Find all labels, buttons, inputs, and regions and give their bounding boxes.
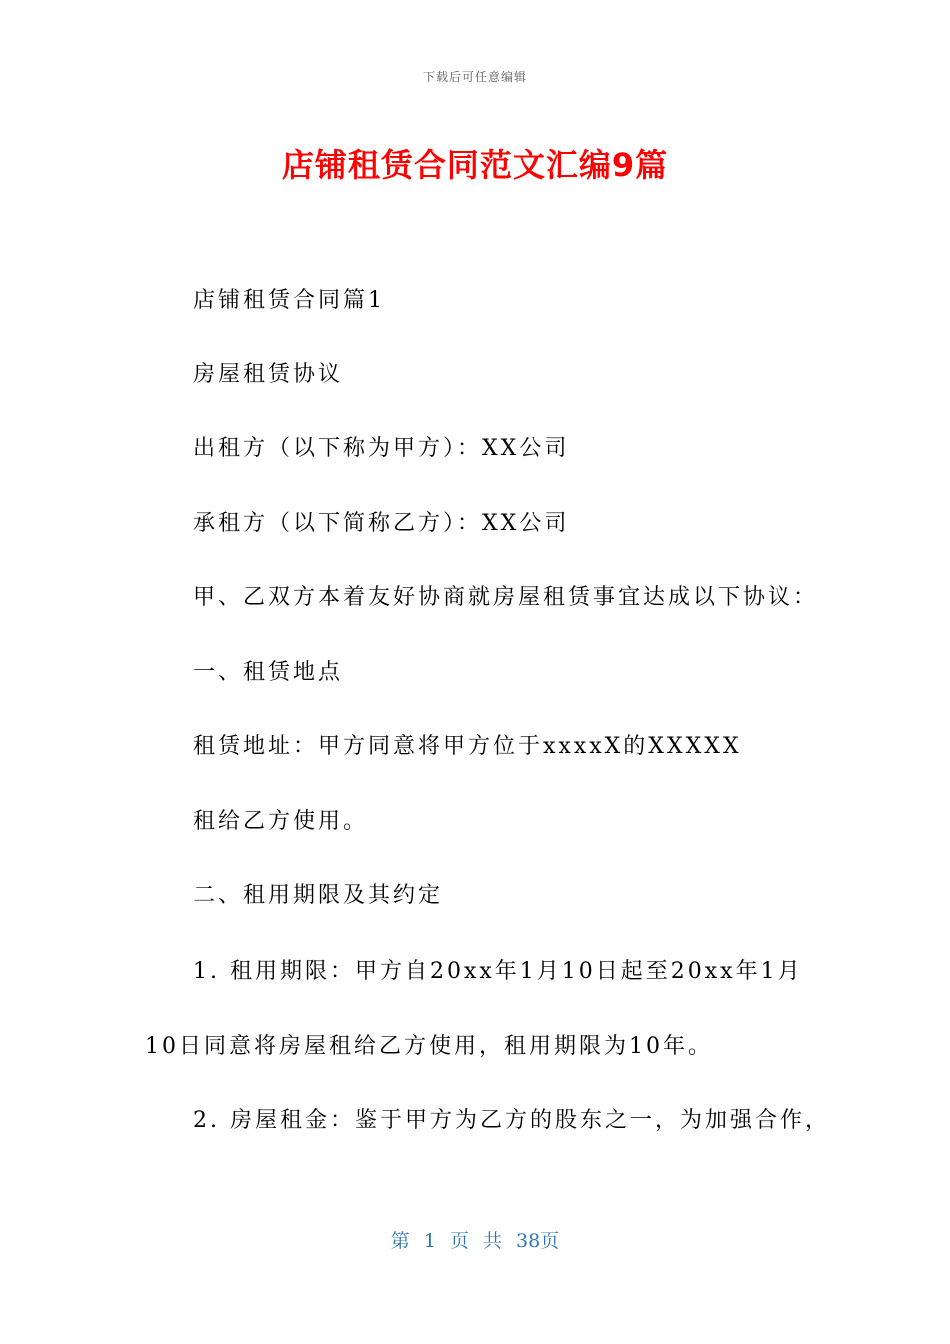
page-indicator: 第 1 页 共 38页 — [390, 1230, 560, 1252]
agreement-title: 房屋租赁协议 — [193, 362, 344, 387]
intro-paragraph: 甲、乙双方本着友好协商就房屋租赁事宜达成以下协议： — [193, 585, 819, 610]
address-line-continued: 租给乙方使用。 — [193, 809, 369, 834]
rent-paragraph: 2. 房屋租金：鉴于甲方为乙方的股东之一，为加强合作， — [193, 1108, 830, 1133]
clause-heading-term: 二、租用期限及其约定 — [193, 883, 444, 908]
clause-heading-location: 一、租赁地点 — [193, 660, 344, 685]
section-heading: 店铺租赁合同篇1 — [193, 288, 385, 313]
address-line: 租赁地址：甲方同意将甲方位于xxxxX的XXXXX — [193, 734, 742, 759]
term-paragraph: 1. 租用期限：甲方自20xx年1月10日起至20xx年1月 — [193, 959, 803, 984]
header-note: 下载后可任意编辑 — [422, 70, 527, 84]
lessor-line: 出租方（以下称为甲方）：XX公司 — [193, 436, 570, 461]
term-paragraph-continued: 10日同意将房屋租给乙方使用，租用期限为10年。 — [145, 1034, 713, 1059]
lessee-line: 承租方（以下简称乙方）：XX公司 — [193, 511, 570, 536]
document-title: 店铺租赁合同范文汇编9篇 — [281, 146, 669, 184]
